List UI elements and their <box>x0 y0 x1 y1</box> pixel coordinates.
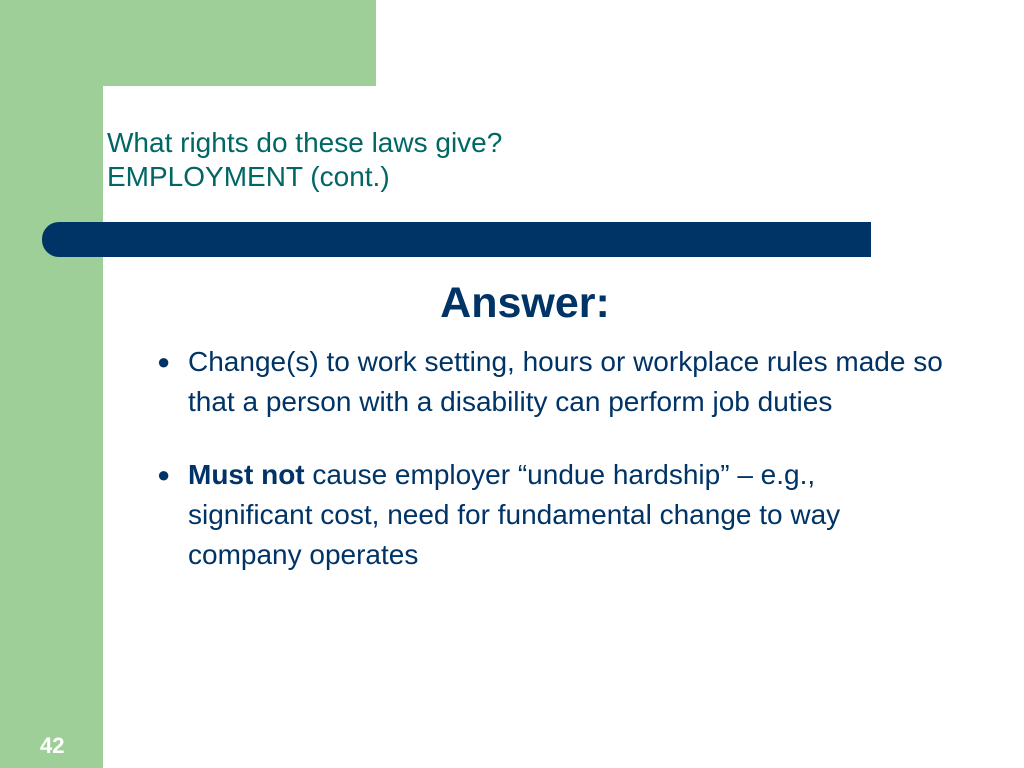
slide-title <box>107 126 502 194</box>
bullet-bold-prefix: Must not <box>188 459 305 490</box>
slide-title-line-1: What rights do these laws give? <box>107 127 503 158</box>
bullet-icon: ● <box>157 349 171 374</box>
green-side-band <box>0 0 103 768</box>
navy-title-bar <box>42 222 871 257</box>
bullet-text: cause employer “undue hardship” – e.g., significant cost, need for fundamental change to way company operates <box>188 459 841 570</box>
bullet-icon: ● <box>157 462 171 487</box>
slide-number: 42 <box>40 733 65 758</box>
bullet-item <box>157 455 947 575</box>
answer-heading: Answer: <box>440 279 610 327</box>
green-top-band <box>0 0 376 86</box>
bullet-list <box>157 342 947 608</box>
bullet-text: Change(s) to work setting, hours or workplace rules made so that a person with a disability can perform job duties <box>188 346 943 417</box>
bullet-item <box>157 342 947 422</box>
slide-title-line-2: EMPLOYMENT (cont.) <box>107 161 390 192</box>
